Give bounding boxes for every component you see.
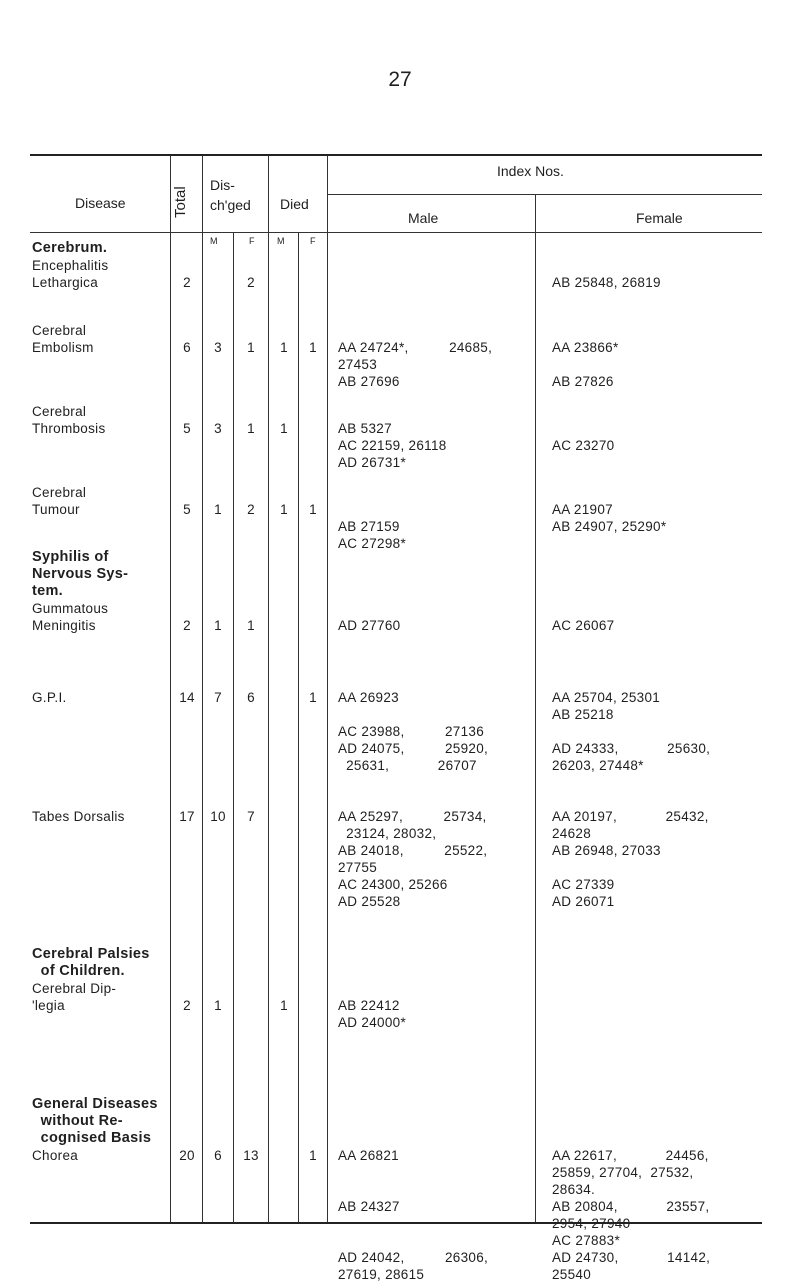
top-rule [30,154,762,156]
discharged-f: 13 [243,1148,259,1163]
section-heading: Cerebral Palsies of Children. [32,946,150,979]
section-heading: Cerebrum. [32,240,108,256]
died-m: 1 [280,998,288,1013]
header-total: Total [172,186,189,218]
died-f: 1 [309,340,317,355]
disease-name: Cerebral Dip- 'legia [32,981,117,1013]
header-disease: Disease [75,195,126,211]
header-discharged: Dis- ch'ged [210,177,251,213]
discharged-f: 1 [247,618,255,633]
died-m: 1 [280,421,288,436]
male-index-nos: AA 24724*, 24685, 27453 AB 27696 [338,340,493,389]
discharged-f: 2 [247,502,255,517]
disease-name: Chorea [32,1148,79,1163]
header-rule [30,232,762,233]
male-index-nos: AB 5327 AC 22159, 26118 AD 26731* [338,421,447,470]
total-value: 14 [179,690,195,705]
discharged-m: 10 [210,809,226,824]
index-subrule [327,194,762,195]
disease-name: Cerebral Thrombosis [32,404,106,436]
died-m: 1 [280,340,288,355]
total-value: 2 [183,998,191,1013]
col-line-dis-right [268,156,269,1222]
died-f: 1 [309,502,317,517]
died-m: 1 [280,502,288,517]
col-line-total-left [170,156,171,1222]
header-died: Died [280,196,309,212]
total-value: 2 [183,618,191,633]
disease-name: Cerebral Tumour [32,485,87,517]
total-value: 17 [179,809,195,824]
section-heading: Syphilis of Nervous Sys- tem. [32,549,129,599]
col-line-died-mid [298,232,299,1222]
discharged-m: 7 [214,690,222,705]
col-line-dis-mid [233,232,234,1222]
discharged-m: 3 [214,421,222,436]
male-index-nos: AD 27760 [338,618,401,633]
col-line-died-right [327,156,328,1222]
died-f: 1 [309,690,317,705]
header-dis-f: F [249,236,255,246]
discharged-m: 3 [214,340,222,355]
discharged-f: 7 [247,809,255,824]
died-f: 1 [309,1148,317,1163]
female-index-nos: AC 26067 [552,618,615,633]
female-index-nos: AA 22617, 24456, 25859, 27704, 27532, 28634. AB 20804, 23557, 2954, 27940 AC 27883* AD 24730, 14142, 25540 [552,1148,711,1282]
disease-name: Gummatous Meningitis [32,601,109,633]
disease-name: Cerebral Embolism [32,323,94,355]
discharged-m: 1 [214,998,222,1013]
disease-name: G.P.I. [32,690,67,705]
page-number: 27 [388,68,412,91]
discharged-f: 6 [247,690,255,705]
header-died-m: M [277,236,285,246]
male-index-nos: AB 27159 AC 27298* [338,519,406,551]
disease-name: Encephalitis Lethargica [32,258,109,290]
male-index-nos: AA 26923 AC 23988, 27136 AD 24075, 25920, 25631, 26707 [338,690,489,773]
discharged-f: 1 [247,421,255,436]
male-index-nos: AA 26821 AB 24327 AD 24042, 26306, 27619, 28615 [338,1148,489,1282]
male-index-nos: AB 22412 AD 24000* [338,998,406,1030]
total-value: 5 [183,421,191,436]
total-value: 5 [183,502,191,517]
discharged-f: 2 [247,275,255,290]
discharged-m: 1 [214,502,222,517]
male-index-nos: AA 25297, 25734, 23124, 28032, AB 24018, 25522, 27755 AC 24300, 25266 AD 25528 [338,809,488,909]
disease-name: Tabes Dorsalis [32,809,125,824]
discharged-m: 1 [214,618,222,633]
female-index-nos: AA 21907 AB 24907, 25290* [552,502,667,534]
header-index-nos: Index Nos. [497,163,564,179]
female-index-nos: AB 25848, 26819 [552,275,661,290]
total-value: 6 [183,340,191,355]
female-index-nos: AA 20197, 25432, 24628 AB 26948, 27033 AC 27339 AD 26071 [552,809,709,909]
discharged-f: 1 [247,340,255,355]
total-value: 20 [179,1148,195,1163]
header-dis-m: M [210,236,218,246]
section-heading: General Diseases without Re- cognised Basis [32,1096,158,1146]
header-female: Female [636,210,683,226]
female-index-nos: AC 23270 [552,438,615,453]
col-line-total-right [202,156,203,1222]
header-male: Male [408,210,439,226]
col-line-male-female [535,194,536,1222]
header-died-f: F [310,236,316,246]
female-index-nos: AA 23866* AB 27826 [552,340,619,389]
discharged-m: 6 [214,1148,222,1163]
female-index-nos: AA 25704, 25301 AB 25218 AD 24333, 25630, 26203, 27448* [552,690,711,773]
total-value: 2 [183,275,191,290]
